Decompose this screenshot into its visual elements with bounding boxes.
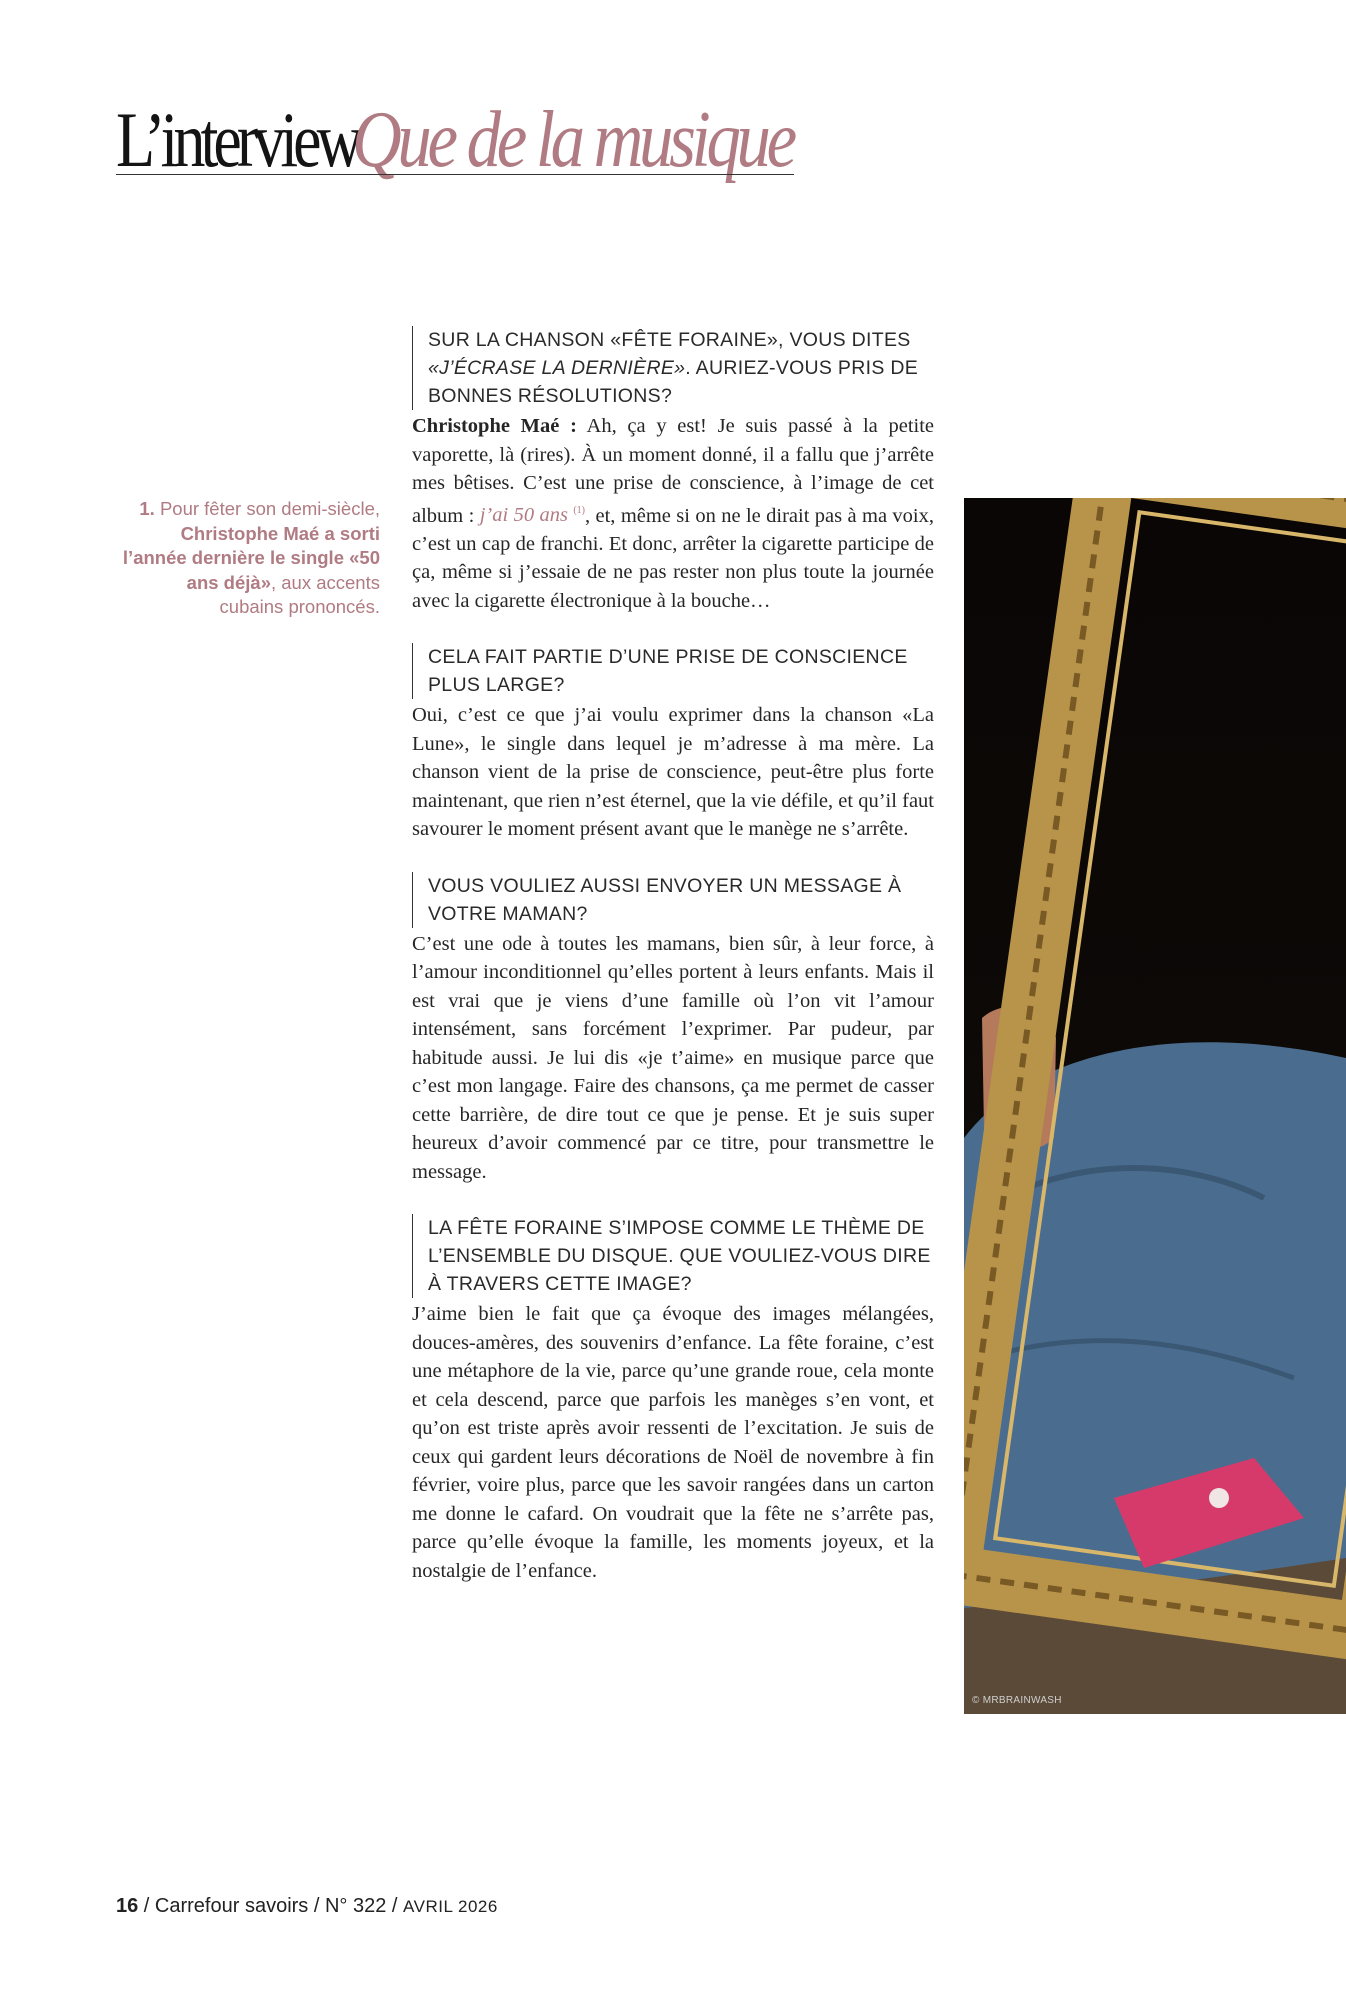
issue-month: AVRIL 2026 [403,1897,498,1916]
footnote-text-2: , aux accents cubains prononcés. [219,571,380,617]
answer-3: C’est une ode à toutes les mamans, bien sûr, à leur force, à l’amour inconditionnel qu’elles portent à leurs enfants. Mais il est vrai que je viens d’une famille où l’on vit l’amour intensément, sans forcément l’exprimer. Par pudeur, par habitude aussi. Je lui dis «je t’aime» en musique parce que c’est mon langage. Faire des chansons, ça me permet de casser cette barrière, de dire tout ce que je pense. Et je suis super heureux d’avoir commencé par ce titre, pour transmettre le message. [412,932,934,1183]
question-3: VOUS VOULIEZ AUSSI ENVOYER UN MESSAGE À VOTRE MAMAN? [412,872,934,928]
question-1: SUR LA CHANSON «FÊTE FORAINE», VOUS DITES «J’ÉCRASE LA DERNIÈRE». AURIEZ-VOUS PRIS DE BONNES RÉSOLUTIONS? [412,326,934,410]
footnote-ref: (1) [573,505,585,517]
page-footer: 16 / Carrefour savoirs / N° 322 / AVRIL 2026 [116,1895,498,1917]
footnote-number: 1. [139,498,155,519]
speaker-name: Christophe Maé : [412,415,577,437]
question-1-quote: «J’ÉCRASE LA DERNIÈRE» [428,357,686,379]
title-underline [116,174,794,175]
footnote-bold: Christophe Maé a sorti l’année dernière le single «50 ans déjà» [122,522,380,593]
photo-credit: © MRBRAINWASH [972,1695,1062,1706]
question-2: CELA FAIT PARTIE D’UNE PRISE DE CONSCIENCE PLUS LARGE? [412,643,934,699]
answer-1: Christophe Maé : Ah, ça y est! Je suis passé à la petite vaporette, là (rires). À un moment donné, il a fallu que j’arrête mes bêtises. C’est une prise de conscience, à l’image de cet album : j’ai 50 ans $^{(1)}$, et, même si on ne le dirait pas à ma voix, c’est un cap de franchi. Et donc, arrêter la cigarette participe de ça, même si j’essaie de ne pas rester non plus toute la journée avec la cigarette électronique à la bouche… [412,415,935,612]
interview-body [412,326,934,1613]
answer-2: Oui, c’est ce que j’ai voulu exprimer dans la chanson «La Lune», le single dans lequel je m’adresse à ma mère. La chanson vient de la prise de conscience, peut-être plus forte maintenant, que rien n’est éternel, que la vie défile, et qu’il faut savourer le moment présent avant que le manège ne s’arrête. [412,704,934,841]
answer-4: J’aime bien le fait que ça évoque des images mélangées, douces-amères, des souvenirs d’enfance. La fête foraine, c’est une métaphore de la vie, parce qu’une grande roue, cela monte et cela descend, parce que parfois les manèges s’en vont, et qu’on est triste après avoir ressenti de l’excitation. Je suis de ceux qui gardent leurs décorations de Noël de novembre à fin février, voire plus, parce que les savoir rangées dans un carton me donne le cafard. On voudrait que la fête ne s’arrête pas, parce qu’elle évoque la famille, les moments joyeux, et la nostalgie de l’enfance. [412,1303,934,1582]
footnote-text-1: Pour fêter son demi-siècle, [154,498,380,519]
title-rubric: Que de la musique [352,96,793,184]
issue-number: N° 322 [324,1895,387,1917]
question-4: LA FÊTE FORAINE S’IMPOSE COMME LE THÈME DE L’ENSEMBLE DU DISQUE. QUE VOULIEZ-VOUS DIRE À TRAVERS CETTE IMAGE? [412,1214,934,1298]
photo-illustration [964,498,1346,1714]
album-title-highlight: j’ai 50 ans $^{(1)}$ [479,504,585,527]
page-title [116,95,796,195]
footnote-sidenote [120,497,380,620]
magazine-name: Carrefour savoirs [154,1895,309,1917]
page-number: 16 [116,1895,139,1917]
portrait-photo [964,498,1346,1714]
title-interview: L’interview [116,96,358,183]
brooch-shape [1209,1488,1229,1508]
